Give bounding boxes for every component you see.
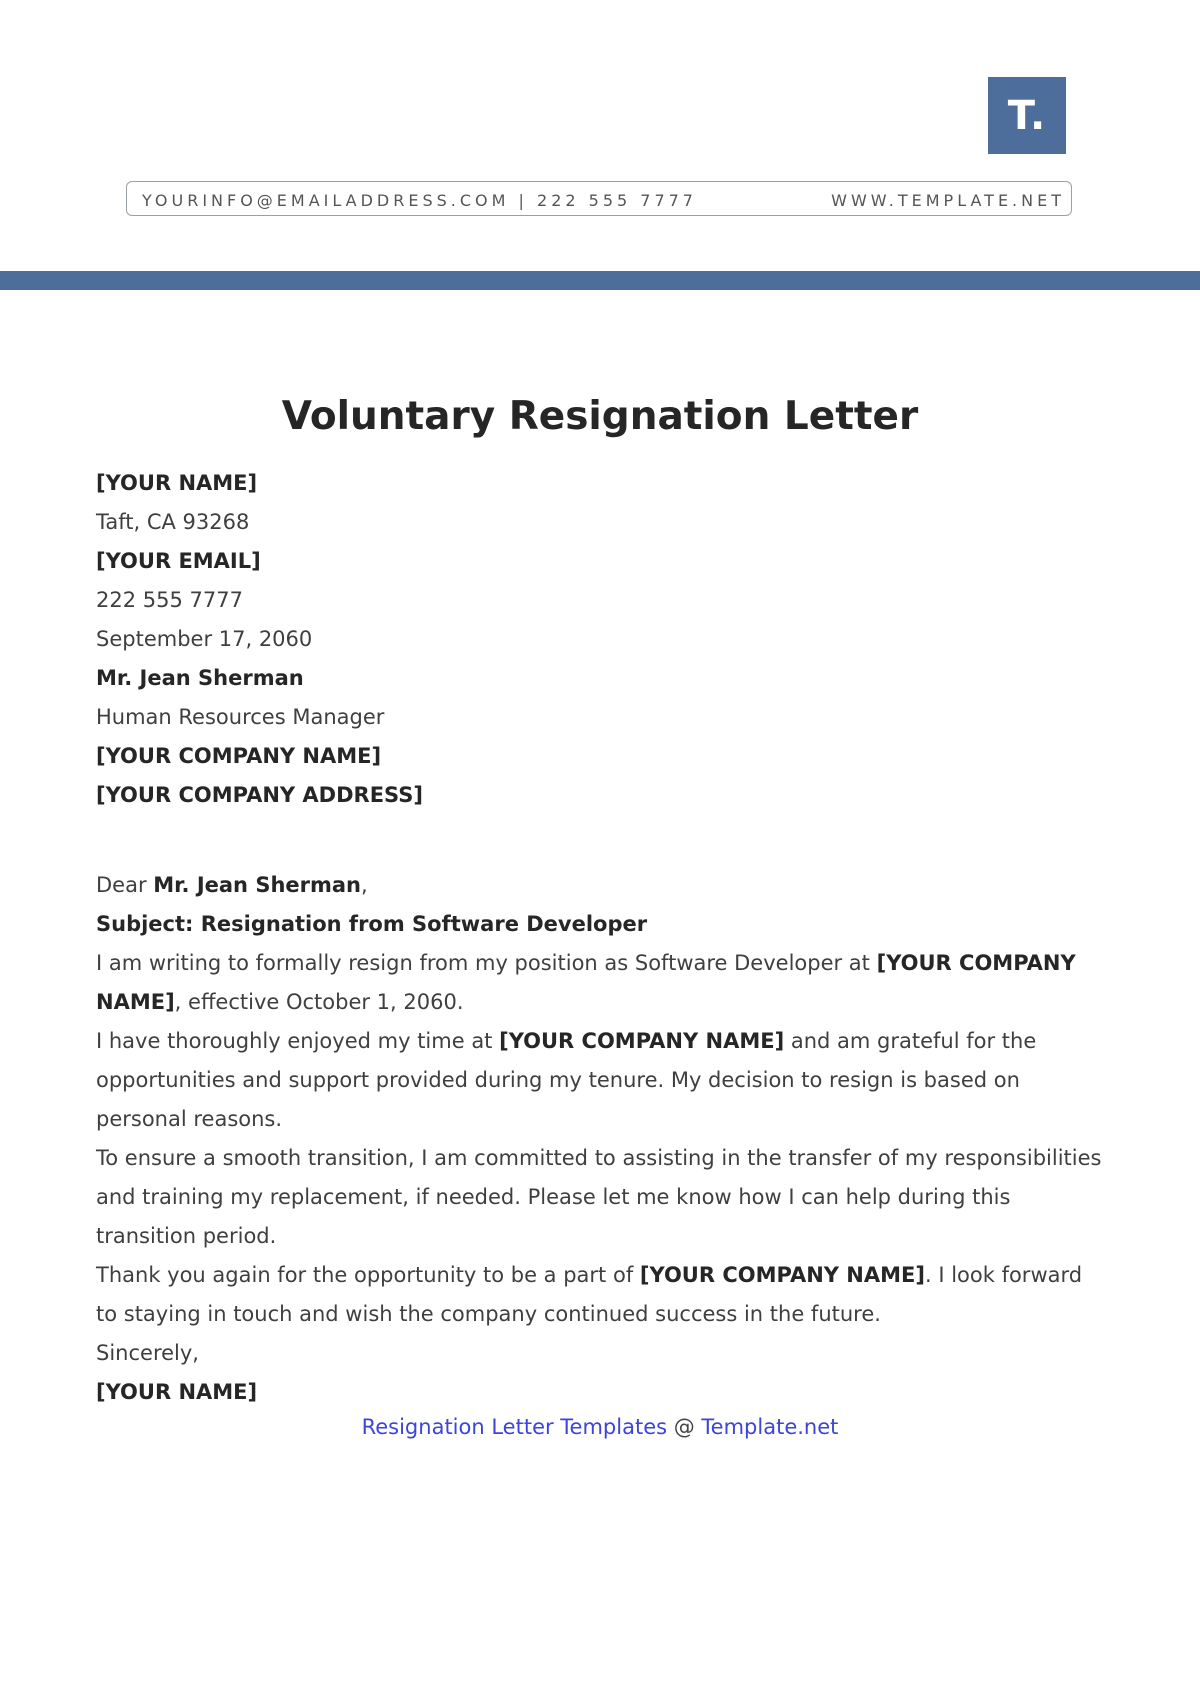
header-divider-band (0, 271, 1200, 290)
letter-body (96, 464, 1106, 1412)
salutation (96, 866, 1106, 905)
recipient-name: Mr. Jean Sherman (96, 666, 304, 690)
paragraph-gratitude (96, 1022, 1106, 1139)
spacer (96, 815, 1106, 866)
recipient-company: [YOUR COMPANY NAME] (96, 744, 382, 768)
sender-address: Taft, CA 93268 (96, 510, 250, 534)
letter-title: Voluntary Resignation Letter (281, 394, 919, 439)
resignation-templates-link[interactable]: Resignation Letter Templates (361, 1415, 668, 1439)
company-placeholder: [YOUR COMPANY NAME] (499, 1029, 785, 1053)
subject-line: Subject: Resignation from Software Developer (96, 912, 648, 936)
recipient-company-address: [YOUR COMPANY ADDRESS] (96, 783, 423, 807)
closing: Sincerely, (96, 1341, 199, 1365)
paragraph-text: I am writing to formally resign from my position as Software Developer at (96, 951, 877, 975)
logo-text: T. (1007, 92, 1047, 139)
salutation-name: Mr. Jean Sherman (153, 873, 361, 897)
contact-email-phone: YOURINFO@EMAILADDRESS.COM | 222 555 7777 (142, 191, 697, 210)
contact-bar (126, 181, 1072, 216)
paragraph-text: I have thoroughly enjoyed my time at (96, 1029, 500, 1053)
paragraph-transition: To ensure a smooth transition, I am committed to assisting in the transfer of my responsibilities and training my replacement, if needed. Please let me know how I can help during this transition period. (96, 1146, 1102, 1248)
letter-date: September 17, 2060 (96, 627, 313, 651)
paragraph-text: Thank you again for the opportunity to be a part of (96, 1263, 640, 1287)
paragraph-intent (96, 944, 1106, 1022)
paragraph-text: , effective October 1, 2060. (174, 990, 464, 1014)
contact-website: WWW.TEMPLATE.NET (831, 191, 1065, 210)
company-placeholder: [YOUR COMPANY NAME] (96, 951, 1076, 1014)
paragraph-text: and am grateful for the opportunities and support provided during my tenure. My decision to resign is based on personal reasons. (96, 1029, 1037, 1131)
salutation-suffix: , (361, 873, 368, 897)
paragraph-thanks (96, 1256, 1106, 1334)
sender-phone: 222 555 7777 (96, 588, 243, 612)
paragraph-text: . I look forward to staying in touch and wish the company continued success in the future. (96, 1263, 1083, 1326)
company-placeholder: [YOUR COMPANY NAME] (639, 1263, 925, 1287)
recipient-title: Human Resources Manager (96, 705, 385, 729)
signature-name: [YOUR NAME] (96, 1380, 258, 1404)
footer-separator: @ (667, 1415, 702, 1439)
template-logo (988, 77, 1066, 154)
footer (0, 1415, 1200, 1439)
sender-email: [YOUR EMAIL] (96, 549, 261, 573)
sender-name: [YOUR NAME] (96, 471, 258, 495)
salutation-prefix: Dear (96, 873, 154, 897)
template-net-link[interactable]: Template.net (701, 1415, 839, 1439)
